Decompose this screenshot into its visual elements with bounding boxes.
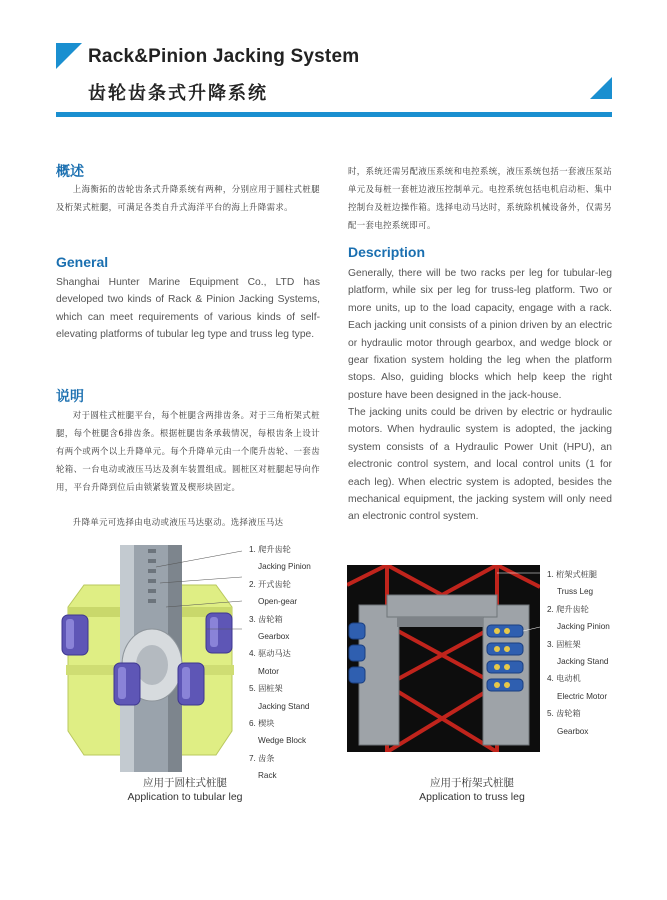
legend-label: 2. 爬升齿轮 xyxy=(547,604,589,614)
legend-label: Motor xyxy=(258,666,279,676)
legend-label: 1. 爬升齿轮 xyxy=(249,545,291,554)
legend-label: 4. 电动机 xyxy=(547,674,581,684)
legend-label: 3. 齿轮箱 xyxy=(249,614,283,624)
corner-triangle-bottom-right xyxy=(590,77,612,99)
legend-label: Open-gear xyxy=(258,597,298,607)
description-heading-cn: 说明 xyxy=(56,389,84,405)
legend-label: Electric Motor xyxy=(557,691,608,701)
description-body-en-1: Generally, there will be two racks per leg for tubular-leg platform, while six per leg for truss-leg platform. Two or more units, up to the load capacity, engage with a rack. Each jacking unit consists of a pinion driven by an electric or hydraulic motor through gearbox, and wedge block or gear fixation system holding the leg when the platform stops. Also, guiding blocks which help keep the right posture have been designed in the jack-house. xyxy=(348,268,612,401)
tubular-caption-cn: 应用于圆柱式桩腿 xyxy=(143,777,227,789)
page-title-cn: 齿轮齿条式升降系统 xyxy=(88,83,268,104)
overview-body: 上海衡拓的齿轮齿条式升降系统有两种，分别应用于圆柱式桩腿及桁架式桩腿，可满足各类自升式海洋平台的海上升降需求。 xyxy=(56,184,320,212)
legend-label: Truss Leg xyxy=(557,587,594,597)
legend-label: Jacking Pinion xyxy=(557,622,610,632)
legend-label: 5. 齿轮箱 xyxy=(547,709,581,719)
overview-heading: 概述 xyxy=(56,164,84,180)
tubular-leg-illustration xyxy=(56,545,244,772)
description-continued-cn: 时，系统还需另配液压系统和电控系统，液压系统包括一套液压泵站单元及每桩一套桩边液压控制单元。电控系统包括电机启动柜、集中控制台及桩边操作箱。选择电动马达时，系统除机械设备外，仅需另配一套电控系统即可。 xyxy=(348,166,612,230)
legend-label: Jacking Stand xyxy=(258,701,310,711)
description-body-en-2: The jacking units could be driven by electric or hydraulic motors. When hydraulic system is adopted, the jacking system consists of a Hydraulic Power Unit (HPU), an electronic control system, and local control units (1 for each leg). When electric system is adopted, besides the mechanical equipment, the jacking system will only need an electronic control system. xyxy=(348,407,612,523)
general-body: Shanghai Hunter Marine Equipment Co., LTD has developed two kinds of Rack & Pinion Jacking Systems, which can meet requirements of various kinds of self-elevating platforms of tubular leg type and truss leg type. xyxy=(56,277,320,341)
description-body-cn-2: 升降单元可选择由电动或液压马达驱动。选择液压马达 xyxy=(72,517,284,527)
corner-triangle-top-left xyxy=(56,43,82,69)
legend-label: Jacking Stand xyxy=(557,657,609,667)
legend-label: 5. 固桩架 xyxy=(249,684,283,694)
legend-label: 4. 驱动马达 xyxy=(249,649,291,659)
tubular-caption-en: Application to tubular leg xyxy=(127,791,243,803)
description-heading-en: Description xyxy=(348,244,426,260)
truss-leg-legend xyxy=(547,566,610,740)
legend-label: Jacking Pinion xyxy=(258,562,311,572)
legend-label: 7. 齿条 xyxy=(249,753,275,763)
truss-leg-illustration xyxy=(347,565,540,752)
legend-label: 6. 楔块 xyxy=(249,719,275,729)
header-rule xyxy=(56,112,612,117)
tubular-leg-legend xyxy=(249,541,311,785)
truss-caption-en: Application to truss leg xyxy=(419,791,525,803)
legend-label: Rack xyxy=(258,771,277,781)
page-title-en: Rack&Pinion Jacking System xyxy=(88,46,360,67)
truss-caption-cn: 应用于桁架式桩腿 xyxy=(430,777,514,789)
general-heading: General xyxy=(56,254,109,270)
legend-label: Gearbox xyxy=(258,632,290,642)
legend-label: 3. 固桩架 xyxy=(547,639,581,649)
legend-label: Wedge Block xyxy=(258,736,307,746)
legend-label: 1. 桁架式桩腿 xyxy=(547,570,598,579)
legend-label: 2. 开式齿轮 xyxy=(249,579,291,589)
legend-label: Gearbox xyxy=(557,726,589,736)
description-body-cn: 对于圆柱式桩腿平台，每个桩腿含两排齿条。对于三角桁架式桩腿，每个桩腿含6排齿条。根据桩腿齿条承载情况，每根齿条上设计有两个或两个以上升降单元。每个升降单元由一个爬升齿轮、一套齿轮箱、一台电动或液压马达及刹车装置组成。圆桩区对桩腿起导向作用，平台升降到位后由锁紧装置及楔形块固定。 xyxy=(56,410,320,492)
